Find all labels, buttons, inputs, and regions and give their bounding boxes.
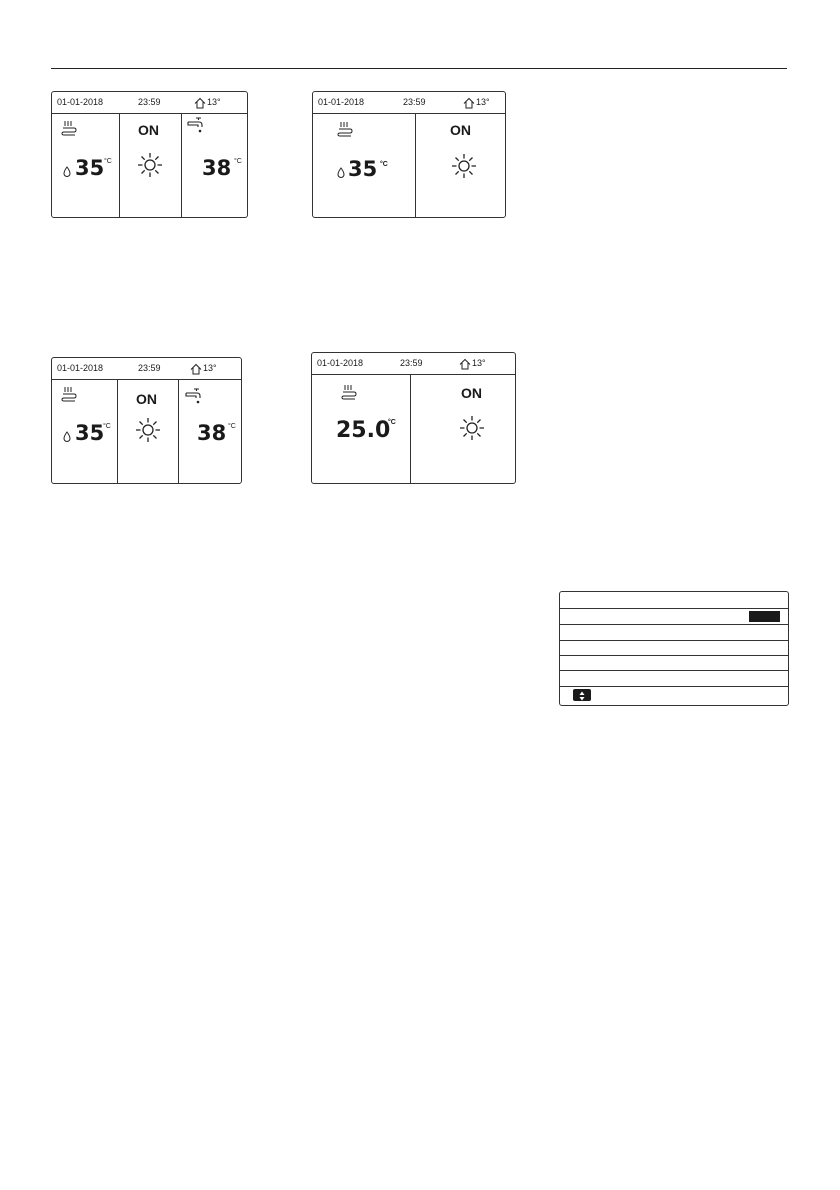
dhw-panel[interactable] bbox=[181, 114, 247, 217]
floor-heating-icon bbox=[61, 120, 77, 136]
zone-temp-value: 35 bbox=[348, 157, 378, 181]
controller-screen-2 bbox=[312, 91, 506, 218]
time-label: 23:59 bbox=[400, 358, 423, 368]
date-label: 01-01-2018 bbox=[57, 97, 104, 107]
dhw-panel[interactable] bbox=[178, 380, 241, 483]
menu-row-3[interactable] bbox=[560, 640, 788, 655]
zone-temp-value: 35 bbox=[75, 156, 105, 180]
sun-icon bbox=[459, 415, 485, 441]
outdoor-temp-value: 13° bbox=[207, 97, 221, 107]
house-icon bbox=[194, 97, 206, 109]
controller-screen-4 bbox=[311, 352, 516, 484]
sun-icon bbox=[135, 417, 161, 443]
menu-row-2[interactable] bbox=[560, 624, 788, 640]
menu-row-4[interactable] bbox=[560, 655, 788, 670]
mode-panel[interactable] bbox=[117, 380, 178, 483]
outdoor-temp bbox=[459, 354, 486, 373]
sun-icon bbox=[137, 152, 163, 178]
controller-screen-3 bbox=[51, 357, 242, 484]
page-header-rule bbox=[51, 68, 787, 69]
zone-temp-unit: °C bbox=[380, 161, 388, 168]
zone-temp-unit: °C bbox=[103, 423, 111, 430]
mode-panel[interactable] bbox=[415, 114, 505, 217]
time-label: 23:59 bbox=[138, 363, 161, 373]
dhw-temp-value: 38 bbox=[202, 156, 232, 180]
water-drop-icon bbox=[63, 431, 71, 442]
status-bar bbox=[52, 92, 247, 114]
zone-temp-unit: °C bbox=[388, 419, 396, 426]
water-drop-icon bbox=[63, 166, 71, 177]
power-status: ON bbox=[138, 122, 159, 138]
zone-temp-value: 25.0 bbox=[336, 418, 391, 443]
selected-value-highlight[interactable] bbox=[749, 611, 780, 622]
house-icon bbox=[463, 97, 475, 109]
outdoor-temp bbox=[190, 359, 217, 378]
power-status: ON bbox=[450, 122, 471, 138]
zone-temp-value: 35 bbox=[75, 421, 105, 445]
time-label: 23:59 bbox=[403, 97, 426, 107]
zone-panel[interactable] bbox=[313, 114, 415, 217]
power-status: ON bbox=[136, 391, 157, 407]
date-label: 01-01-2018 bbox=[318, 97, 365, 107]
sun-icon bbox=[451, 153, 477, 179]
house-icon bbox=[459, 358, 471, 370]
outdoor-temp-value: 13° bbox=[476, 97, 490, 107]
floor-heating-icon bbox=[337, 121, 353, 137]
date-label: 01-01-2018 bbox=[317, 358, 364, 368]
floor-heating-icon bbox=[341, 384, 357, 400]
menu-row-1[interactable] bbox=[560, 608, 788, 624]
power-status: ON bbox=[461, 385, 482, 401]
tap-icon bbox=[187, 117, 205, 133]
status-bar bbox=[52, 358, 241, 380]
outdoor-temp bbox=[194, 93, 221, 112]
mode-panel[interactable] bbox=[410, 375, 515, 483]
dhw-temp-unit: °C bbox=[228, 423, 236, 430]
dhw-temp-unit: °C bbox=[234, 158, 242, 165]
menu-footer bbox=[560, 686, 788, 705]
outdoor-temp-value: 13° bbox=[203, 363, 217, 373]
zone-panel[interactable] bbox=[52, 380, 117, 483]
controller-screen-1 bbox=[51, 91, 248, 218]
date-label: 01-01-2018 bbox=[57, 363, 104, 373]
zone-temp-unit: °C bbox=[104, 158, 112, 165]
time-label: 23:59 bbox=[138, 97, 161, 107]
floor-heating-icon bbox=[61, 386, 77, 402]
mode-panel[interactable] bbox=[119, 114, 181, 217]
menu-row-5[interactable] bbox=[560, 670, 788, 686]
status-bar bbox=[313, 92, 505, 114]
outdoor-temp bbox=[463, 93, 490, 112]
water-drop-icon bbox=[337, 167, 345, 178]
status-bar bbox=[312, 353, 515, 375]
menu-list-screen bbox=[559, 591, 789, 706]
zone-panel[interactable] bbox=[312, 375, 410, 483]
zone-panel[interactable] bbox=[52, 114, 119, 217]
tap-icon bbox=[185, 388, 203, 404]
house-icon bbox=[190, 363, 202, 375]
dhw-temp-value: 38 bbox=[197, 421, 227, 445]
outdoor-temp-value: 13° bbox=[472, 358, 486, 368]
up-down-arrows-icon[interactable] bbox=[573, 689, 591, 701]
